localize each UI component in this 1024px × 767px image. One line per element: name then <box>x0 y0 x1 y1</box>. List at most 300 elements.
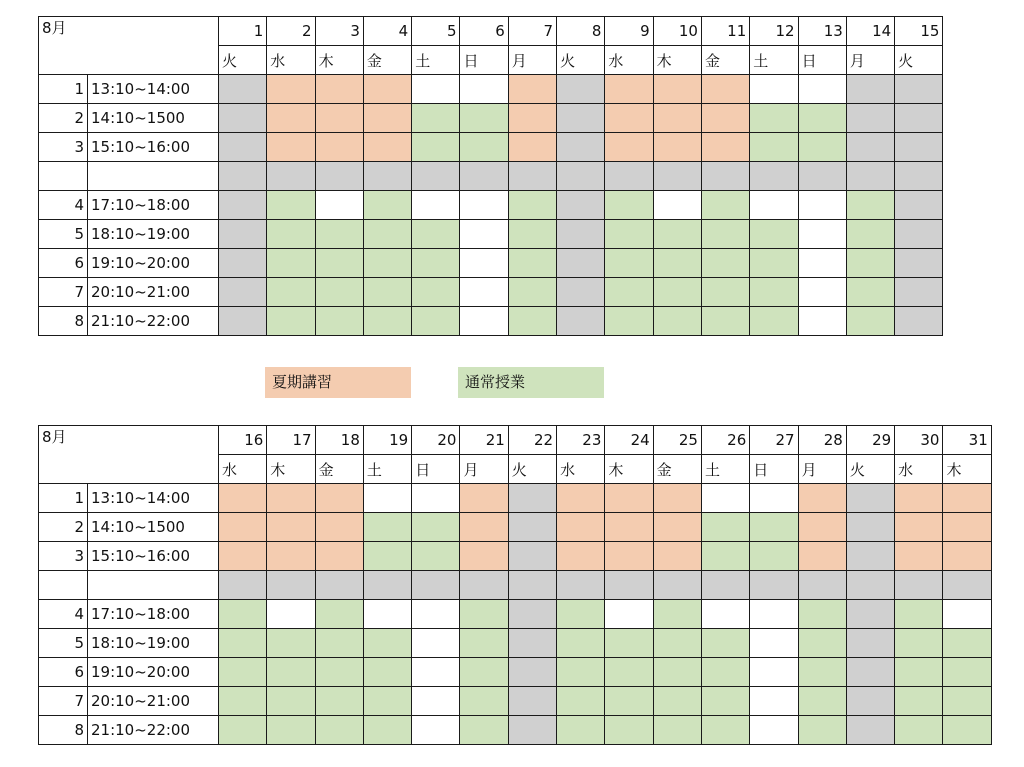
slot-regular-class <box>701 249 749 278</box>
slot-regular-class <box>846 220 894 249</box>
period-number: 5 <box>39 629 88 658</box>
weekday-label: 火 <box>557 46 605 75</box>
slot-empty <box>750 629 798 658</box>
slot-summer-course <box>653 75 701 104</box>
slot-regular-class <box>653 278 701 307</box>
slot-regular-class <box>605 629 653 658</box>
slot-summer-course <box>605 75 653 104</box>
period-row <box>39 658 992 687</box>
slot-closed <box>846 104 894 133</box>
slot-regular-class <box>363 307 411 336</box>
slot-summer-course <box>798 542 846 571</box>
day-number: 26 <box>701 426 749 455</box>
period-time <box>88 571 219 600</box>
slot-closed <box>460 571 508 600</box>
weekday-label: 土 <box>750 46 798 75</box>
slot-closed <box>557 220 605 249</box>
slot-summer-course <box>267 133 315 162</box>
slot-regular-class <box>267 658 315 687</box>
weekday-label: 金 <box>653 455 701 484</box>
slot-closed <box>267 162 315 191</box>
day-number: 12 <box>750 17 798 46</box>
slot-summer-course <box>315 484 363 513</box>
day-number: 29 <box>846 426 894 455</box>
period-row <box>39 484 992 513</box>
slot-summer-course <box>315 104 363 133</box>
slot-closed <box>412 162 460 191</box>
weekday-label: 木 <box>943 455 991 484</box>
day-number: 4 <box>363 17 411 46</box>
slot-empty <box>460 278 508 307</box>
slot-closed <box>508 484 556 513</box>
slot-empty <box>412 658 460 687</box>
weekday-label: 日 <box>412 455 460 484</box>
weekday-label: 金 <box>315 455 363 484</box>
slot-regular-class <box>267 220 315 249</box>
slot-regular-class <box>557 658 605 687</box>
weekday-label: 金 <box>701 46 749 75</box>
slot-summer-course <box>508 104 556 133</box>
slot-empty <box>943 600 991 629</box>
period-number: 7 <box>39 687 88 716</box>
slot-summer-course <box>219 542 267 571</box>
slot-regular-class <box>895 600 943 629</box>
slot-regular-class <box>219 716 267 745</box>
slot-regular-class <box>750 278 798 307</box>
slot-empty <box>412 716 460 745</box>
day-number: 27 <box>750 426 798 455</box>
slot-summer-course <box>267 75 315 104</box>
slot-regular-class <box>460 104 508 133</box>
slot-regular-class <box>750 249 798 278</box>
day-number: 10 <box>653 17 701 46</box>
slot-empty <box>798 307 846 336</box>
slot-summer-course <box>895 542 943 571</box>
period-time: 21:10~22:00 <box>88 307 219 336</box>
slot-regular-class <box>557 716 605 745</box>
slot-closed <box>363 571 411 600</box>
slot-empty <box>798 220 846 249</box>
slot-empty <box>798 191 846 220</box>
weekday-label: 火 <box>219 46 267 75</box>
slot-empty <box>412 75 460 104</box>
slot-regular-class <box>895 658 943 687</box>
day-number: 23 <box>557 426 605 455</box>
day-number: 13 <box>798 17 846 46</box>
slot-summer-course <box>653 542 701 571</box>
slot-summer-course <box>943 484 991 513</box>
slot-closed <box>315 571 363 600</box>
period-row <box>39 513 992 542</box>
slot-closed <box>846 571 894 600</box>
slot-closed <box>219 571 267 600</box>
slot-closed <box>846 629 894 658</box>
slot-closed <box>846 133 894 162</box>
slot-regular-class <box>653 307 701 336</box>
slot-closed <box>219 307 267 336</box>
month-label: 8月 <box>39 17 219 75</box>
slot-closed <box>846 600 894 629</box>
period-number: 6 <box>39 249 88 278</box>
weekday-label: 火 <box>895 46 943 75</box>
period-row <box>39 104 943 133</box>
slot-regular-class <box>895 716 943 745</box>
slot-closed <box>701 162 749 191</box>
slot-summer-course <box>653 104 701 133</box>
slot-regular-class <box>605 687 653 716</box>
slot-regular-class <box>605 249 653 278</box>
slot-regular-class <box>701 716 749 745</box>
slot-regular-class <box>846 249 894 278</box>
period-row <box>39 687 992 716</box>
period-number: 4 <box>39 600 88 629</box>
slot-closed <box>846 513 894 542</box>
slot-closed <box>315 162 363 191</box>
slot-closed <box>508 513 556 542</box>
period-number: 1 <box>39 484 88 513</box>
slot-regular-class <box>363 716 411 745</box>
slot-closed <box>701 571 749 600</box>
weekday-label: 水 <box>219 455 267 484</box>
slot-closed <box>219 191 267 220</box>
slot-summer-course <box>895 513 943 542</box>
slot-regular-class <box>798 133 846 162</box>
slot-summer-course <box>701 75 749 104</box>
slot-regular-class <box>798 658 846 687</box>
slot-regular-class <box>508 278 556 307</box>
period-time: 17:10~18:00 <box>88 191 219 220</box>
slot-closed <box>846 75 894 104</box>
slot-regular-class <box>750 307 798 336</box>
day-number: 15 <box>895 17 943 46</box>
day-number: 9 <box>605 17 653 46</box>
day-number: 22 <box>508 426 556 455</box>
slot-regular-class <box>750 513 798 542</box>
slot-closed <box>557 104 605 133</box>
slot-summer-course <box>460 542 508 571</box>
slot-regular-class <box>460 600 508 629</box>
weekday-label: 月 <box>846 46 894 75</box>
schedule-table-aug-1-15 <box>38 16 943 336</box>
day-number-row <box>39 17 943 46</box>
slot-regular-class <box>943 687 991 716</box>
slot-regular-class <box>412 220 460 249</box>
slot-closed <box>846 658 894 687</box>
schedule-table-aug-16-31 <box>38 425 992 745</box>
slot-empty <box>412 191 460 220</box>
slot-regular-class <box>895 687 943 716</box>
slot-regular-class <box>846 278 894 307</box>
slot-closed <box>219 278 267 307</box>
period-row <box>39 75 943 104</box>
slot-closed <box>508 162 556 191</box>
slot-regular-class <box>315 278 363 307</box>
slot-closed <box>219 75 267 104</box>
slot-summer-course <box>315 513 363 542</box>
slot-closed <box>219 104 267 133</box>
slot-regular-class <box>363 220 411 249</box>
slot-regular-class <box>460 687 508 716</box>
slot-regular-class <box>315 629 363 658</box>
slot-empty <box>460 191 508 220</box>
period-time: 17:10~18:00 <box>88 600 219 629</box>
slot-summer-course <box>267 542 315 571</box>
slot-empty <box>750 191 798 220</box>
slot-empty <box>750 75 798 104</box>
period-number: 2 <box>39 104 88 133</box>
period-number: 3 <box>39 542 88 571</box>
slot-closed <box>557 307 605 336</box>
slot-closed <box>846 484 894 513</box>
slot-empty <box>267 600 315 629</box>
weekday-label: 日 <box>798 46 846 75</box>
slot-closed <box>895 104 943 133</box>
slot-regular-class <box>798 600 846 629</box>
slot-closed <box>557 133 605 162</box>
slot-regular-class <box>219 629 267 658</box>
slot-empty <box>750 716 798 745</box>
slot-regular-class <box>315 307 363 336</box>
break-row <box>39 571 992 600</box>
slot-closed <box>605 571 653 600</box>
slot-closed <box>846 542 894 571</box>
day-number: 3 <box>315 17 363 46</box>
slot-regular-class <box>943 629 991 658</box>
weekday-label: 月 <box>508 46 556 75</box>
slot-summer-course <box>557 542 605 571</box>
slot-regular-class <box>508 220 556 249</box>
weekday-label: 土 <box>363 455 411 484</box>
period-time: 19:10~20:00 <box>88 249 219 278</box>
slot-regular-class <box>701 658 749 687</box>
slot-regular-class <box>315 220 363 249</box>
slot-closed <box>508 542 556 571</box>
slot-regular-class <box>653 249 701 278</box>
slot-regular-class <box>750 542 798 571</box>
day-number: 2 <box>267 17 315 46</box>
slot-regular-class <box>798 629 846 658</box>
slot-empty <box>412 600 460 629</box>
slot-regular-class <box>653 716 701 745</box>
slot-regular-class <box>412 104 460 133</box>
slot-closed <box>363 162 411 191</box>
period-time: 13:10~14:00 <box>88 484 219 513</box>
weekday-label: 水 <box>557 455 605 484</box>
slot-regular-class <box>846 307 894 336</box>
slot-closed <box>557 249 605 278</box>
slot-summer-course <box>943 542 991 571</box>
slot-regular-class <box>315 687 363 716</box>
slot-summer-course <box>605 513 653 542</box>
slot-summer-course <box>363 75 411 104</box>
weekday-label: 土 <box>412 46 460 75</box>
period-row <box>39 191 943 220</box>
period-row <box>39 629 992 658</box>
slot-regular-class <box>798 687 846 716</box>
day-number: 11 <box>701 17 749 46</box>
slot-regular-class <box>653 220 701 249</box>
slot-regular-class <box>267 249 315 278</box>
slot-summer-course <box>605 133 653 162</box>
slot-regular-class <box>798 716 846 745</box>
period-number: 6 <box>39 658 88 687</box>
slot-empty <box>798 75 846 104</box>
period-time: 19:10~20:00 <box>88 658 219 687</box>
slot-closed <box>895 307 943 336</box>
slot-regular-class <box>701 220 749 249</box>
slot-regular-class <box>412 307 460 336</box>
day-number: 17 <box>267 426 315 455</box>
slot-regular-class <box>267 716 315 745</box>
slot-regular-class <box>315 658 363 687</box>
period-time: 20:10~21:00 <box>88 687 219 716</box>
slot-closed <box>605 162 653 191</box>
slot-closed <box>267 571 315 600</box>
slot-closed <box>557 191 605 220</box>
slot-regular-class <box>363 191 411 220</box>
slot-summer-course <box>508 75 556 104</box>
slot-summer-course <box>557 513 605 542</box>
slot-regular-class <box>943 658 991 687</box>
slot-regular-class <box>267 629 315 658</box>
period-number: 4 <box>39 191 88 220</box>
slot-regular-class <box>508 249 556 278</box>
slot-empty <box>653 191 701 220</box>
slot-regular-class <box>219 600 267 629</box>
slot-regular-class <box>460 658 508 687</box>
slot-empty <box>412 629 460 658</box>
slot-closed <box>653 571 701 600</box>
slot-empty <box>701 600 749 629</box>
weekday-label: 水 <box>267 46 315 75</box>
slot-regular-class <box>363 658 411 687</box>
weekday-label: 月 <box>460 455 508 484</box>
slot-closed <box>798 162 846 191</box>
slot-regular-class <box>267 278 315 307</box>
slot-closed <box>895 191 943 220</box>
slot-regular-class <box>701 307 749 336</box>
period-row <box>39 249 943 278</box>
slot-regular-class <box>943 716 991 745</box>
slot-regular-class <box>412 278 460 307</box>
slot-regular-class <box>653 600 701 629</box>
period-time: 21:10~22:00 <box>88 716 219 745</box>
slot-closed <box>846 687 894 716</box>
slot-summer-course <box>315 542 363 571</box>
period-number: 3 <box>39 133 88 162</box>
slot-empty <box>798 278 846 307</box>
slot-closed <box>895 278 943 307</box>
day-number: 31 <box>943 426 991 455</box>
slot-closed <box>508 658 556 687</box>
slot-empty <box>412 687 460 716</box>
day-number: 5 <box>412 17 460 46</box>
slot-closed <box>750 571 798 600</box>
slot-summer-course <box>219 484 267 513</box>
weekday-label: 木 <box>267 455 315 484</box>
period-time: 14:10~1500 <box>88 513 219 542</box>
slot-regular-class <box>895 629 943 658</box>
slot-closed <box>460 162 508 191</box>
weekday-label: 土 <box>701 455 749 484</box>
slot-summer-course <box>605 484 653 513</box>
weekday-label: 木 <box>653 46 701 75</box>
slot-empty <box>750 687 798 716</box>
slot-regular-class <box>363 249 411 278</box>
day-number: 30 <box>895 426 943 455</box>
slot-regular-class <box>363 513 411 542</box>
slot-regular-class <box>363 542 411 571</box>
period-time: 14:10~1500 <box>88 104 219 133</box>
slot-regular-class <box>605 191 653 220</box>
slot-summer-course <box>701 104 749 133</box>
slot-empty <box>460 249 508 278</box>
day-number: 14 <box>846 17 894 46</box>
slot-empty <box>750 600 798 629</box>
weekday-label: 水 <box>605 46 653 75</box>
slot-empty <box>315 191 363 220</box>
slot-regular-class <box>557 629 605 658</box>
slot-empty <box>460 75 508 104</box>
slot-summer-course <box>798 484 846 513</box>
period-number: 8 <box>39 716 88 745</box>
slot-regular-class <box>460 133 508 162</box>
period-row <box>39 307 943 336</box>
slot-empty <box>363 484 411 513</box>
slot-regular-class <box>557 600 605 629</box>
slot-empty <box>798 249 846 278</box>
slot-regular-class <box>219 687 267 716</box>
slot-summer-course <box>798 513 846 542</box>
slot-regular-class <box>605 307 653 336</box>
slot-regular-class <box>219 658 267 687</box>
slot-summer-course <box>315 133 363 162</box>
slot-regular-class <box>363 278 411 307</box>
slot-regular-class <box>267 191 315 220</box>
slot-summer-course <box>605 104 653 133</box>
slot-summer-course <box>460 484 508 513</box>
slot-empty <box>750 484 798 513</box>
period-number: 1 <box>39 75 88 104</box>
period-row <box>39 716 992 745</box>
day-number: 21 <box>460 426 508 455</box>
slot-closed <box>508 687 556 716</box>
slot-closed <box>508 716 556 745</box>
legend-regular-class: 通常授業 <box>458 367 604 398</box>
day-number: 18 <box>315 426 363 455</box>
slot-closed <box>508 629 556 658</box>
slot-regular-class <box>508 191 556 220</box>
day-number: 7 <box>508 17 556 46</box>
period-row <box>39 133 943 162</box>
slot-closed <box>219 249 267 278</box>
period-number <box>39 162 88 191</box>
slot-empty <box>412 484 460 513</box>
slot-closed <box>557 162 605 191</box>
period-time <box>88 162 219 191</box>
slot-regular-class <box>412 513 460 542</box>
day-number: 20 <box>412 426 460 455</box>
break-row <box>39 162 943 191</box>
month-label: 8月 <box>39 426 219 484</box>
period-row <box>39 220 943 249</box>
slot-summer-course <box>267 104 315 133</box>
slot-regular-class <box>412 133 460 162</box>
slot-regular-class <box>701 191 749 220</box>
day-number: 25 <box>653 426 701 455</box>
slot-closed <box>750 162 798 191</box>
slot-summer-course <box>508 133 556 162</box>
